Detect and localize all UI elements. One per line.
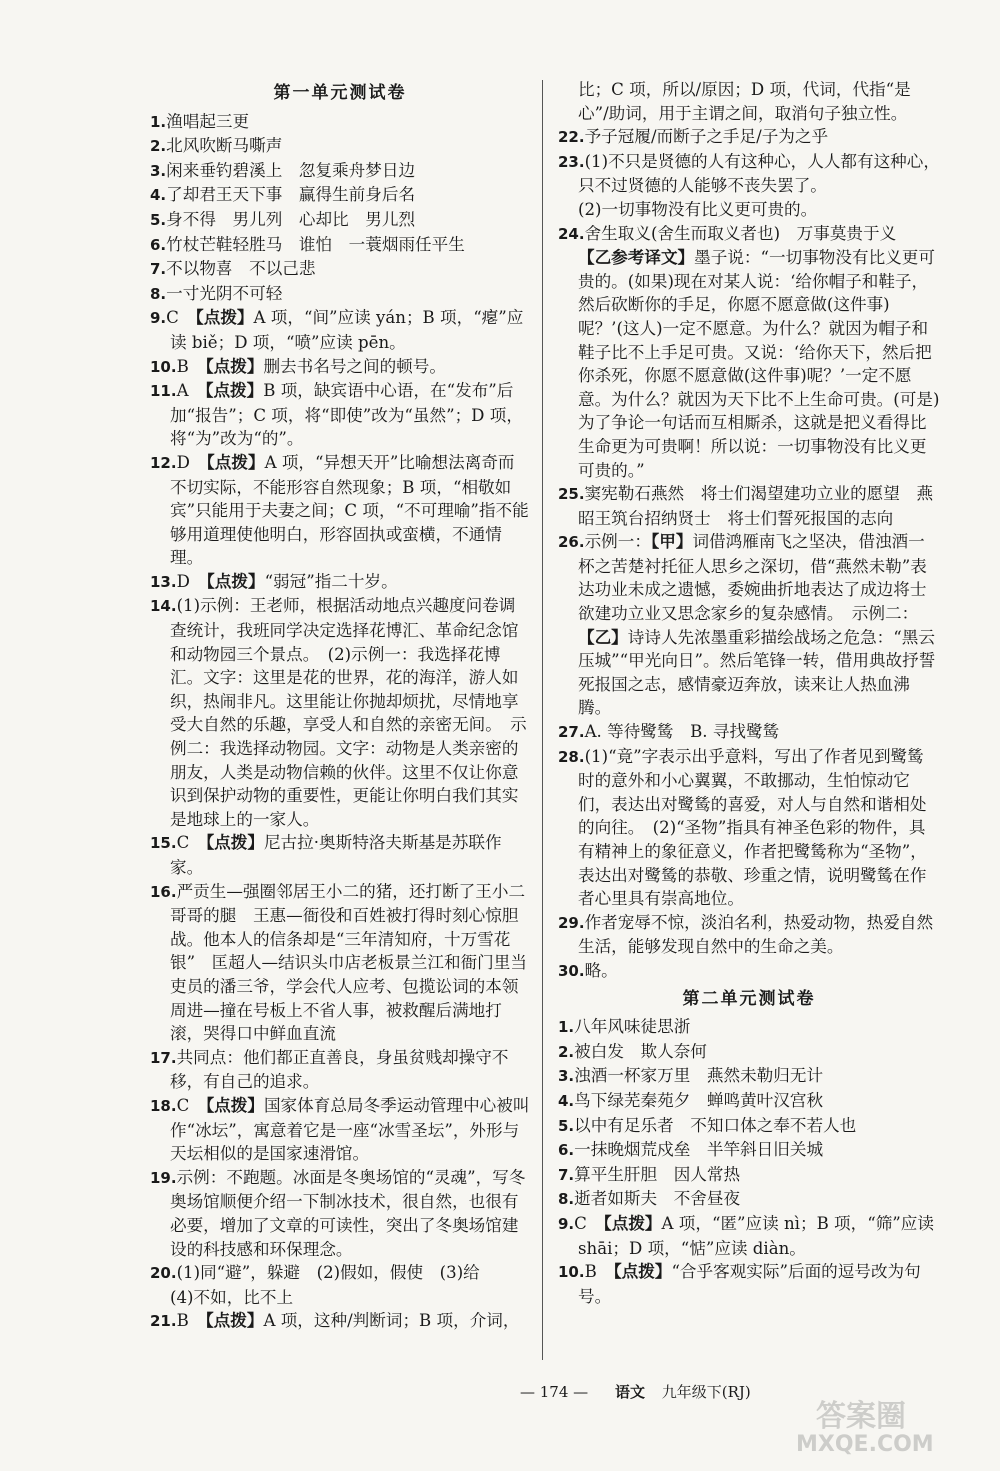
answer-number: 11. bbox=[150, 382, 177, 401]
answer-number: 4. bbox=[150, 186, 167, 205]
answer-continuation: (4)不如，比不上 bbox=[170, 1287, 294, 1307]
answer-number: 10. bbox=[150, 357, 177, 376]
answer-text: 一抹晚烟荒戍垒 半竿斜日旧关城 bbox=[574, 1140, 824, 1160]
answer-number: 2. bbox=[150, 137, 167, 156]
answer-number: 15. bbox=[150, 834, 177, 853]
hint-tag: 【点拨】 bbox=[205, 833, 264, 853]
grade-label: 九年级下(RJ) bbox=[661, 1383, 751, 1401]
answer-continuation: (2)一切事物没有比义更可贵的。 bbox=[578, 199, 818, 219]
answer-number: 29. bbox=[558, 913, 585, 932]
answer-item bbox=[150, 306, 530, 354]
answer-text: 示例：不跑题。冰面是冬奥场馆的“灵魂”，写冬奥场馆顺便介绍一下制冰技术，很自然，也很有必要，增加了文章的可读性，突出了冬奥场馆建设的科技感和环保理念。 bbox=[170, 1167, 526, 1259]
answer-number: 27. bbox=[558, 723, 585, 742]
hint-tag: 【乙】 bbox=[578, 627, 628, 647]
answer-item bbox=[150, 233, 530, 258]
answer-item bbox=[150, 208, 530, 233]
hint-tag: 【点拨】 bbox=[205, 1311, 264, 1331]
answer-text: D 【点拨】A 项，“异想天开”比喻想法离奇而不切实际，不能形容自然现象；B 项，“相敬如宾”只能用于夫妻之间；C 项，“不可理喻”指不能够用道理使他明白，形容固执或蛮横，不通情理。 bbox=[170, 452, 529, 568]
answer-continuation: 【乙参考译文】墨子说：“一切事物没有比义更可贵的。(如果)现在对某人说：‘给你帽子和鞋子，然后砍断你的手足，你愿不愿意做(这件事)呢？’(这人)一定不愿意。为什么？就因为帽子和鞋子比不上手足可贵。又说：‘给你天下，然后把你杀死，你愿不愿意做(这件事)呢？’一定不愿意。为什么？就因为天下比不上生命可贵。(可是)为了争论一句话而互相厮杀，这就是把义看得比生命更为可贵啊！所以说：一切事物没有比义更可贵的。” bbox=[578, 248, 940, 480]
answer-number: 4. bbox=[558, 1091, 575, 1110]
answer-item bbox=[150, 282, 530, 307]
answer-text: 作者宠辱不惊，淡泊名利，热爱动物，热爱自然生活，能够发现自然中的生命之美。 bbox=[578, 912, 934, 957]
answer-text: (1)不只是贤德的人有这种心，人人都有这种心，只不过贤德的人能够不丧失罢了。 bbox=[578, 151, 940, 196]
answer-item bbox=[150, 880, 536, 1046]
answer-text: 不以物喜 不以己悲 bbox=[166, 259, 316, 279]
answer-text: 被白发 欺人奈何 bbox=[574, 1041, 707, 1061]
answer-item bbox=[150, 183, 530, 208]
answer-number: 12. bbox=[150, 453, 177, 472]
answer-text: C 【点拨】A 项，“间”应读 yán；B 项，“瘪”应读 biě；D 项，“喷”应读 pēn。 bbox=[166, 308, 524, 352]
answer-item bbox=[150, 1046, 530, 1094]
answer-text: (1)同“避”，躲避 (2)假如，假使 (3)给 bbox=[176, 1263, 480, 1283]
answer-number: 14. bbox=[150, 597, 177, 616]
answer-number: 19. bbox=[150, 1168, 177, 1187]
answer-text: B 【点拨】“合乎客观实际”后面的逗号改为句号。 bbox=[578, 1262, 921, 1306]
answer-text: 算平生肝胆 因人常热 bbox=[574, 1164, 741, 1184]
answer-item bbox=[558, 530, 940, 720]
answer-item bbox=[150, 379, 530, 451]
answer-item bbox=[150, 1261, 530, 1286]
answer-number: 8. bbox=[150, 284, 167, 303]
answer-number: 6. bbox=[150, 235, 167, 254]
answer-text: B 【点拨】A 项，这种/判断词；B 项，介词， bbox=[176, 1311, 520, 1331]
answer-item bbox=[558, 1064, 940, 1089]
answer-number: 7. bbox=[558, 1165, 575, 1184]
hint-tag: 【点拨】 bbox=[205, 356, 264, 376]
answer-number: 16. bbox=[150, 882, 177, 901]
right-column bbox=[558, 78, 940, 1308]
answer-text: B 【点拨】删去书名号之间的顿号。 bbox=[176, 356, 446, 376]
answer-text: (1)“竟”字表示出乎意料，写出了作者见到鹭鸶时的意外和小心翼翼，不敢挪动，生怕惊动它们，表达出对鹭鸶的喜爱，对人与自然和谐相处的向往。 (2)“圣物”指具有神圣色彩的物件，具有精神上的象征意义，作者把鹭鸶称为“圣物”，表达出对鹭鸶的恭敬、珍重之情，说明鹭鸶在作者心里具有崇高地位。 bbox=[578, 746, 927, 909]
answer-number: 3. bbox=[558, 1067, 575, 1086]
answer-number: 20. bbox=[150, 1264, 177, 1283]
answer-number: 25. bbox=[558, 485, 585, 504]
page-footer bbox=[520, 1381, 751, 1402]
answer-text: 以中有足乐者 不知口体之奉不若人也 bbox=[574, 1115, 857, 1135]
answer-item bbox=[558, 1163, 940, 1188]
answer-item bbox=[558, 1212, 940, 1260]
section-heading: 第二单元测试卷 bbox=[682, 988, 816, 1009]
answer-text: 舍生取义(舍生而取义者也) 万事莫贵于义 bbox=[584, 223, 897, 243]
hint-tag: 【点拨】 bbox=[205, 381, 264, 401]
answer-number: 5. bbox=[558, 1116, 575, 1135]
answer-text: 了却君王天下事 赢得生前身后名 bbox=[166, 185, 416, 205]
answer-text: (1)示例：王老师，根据活动地点兴趣度问卷调查统计，我班同学决定选择花博汇、革命纪念馆和动物园三个景点。 (2)示例一：我选择花博汇。文字：这里是花的世界，花的海洋，游人如织，热闹非凡。这里能让你抛却烦扰，尽情地享受大自然的乐趣，享受人和自然的亲密无间。 示例二：我选择动物园。文字：动物是人类亲密的朋友，人类是动物信赖的伙伴。这里不仅让你意识到保护动物的重要性，更能让你明白我们其实是地球上的一家人。 bbox=[170, 596, 527, 829]
answer-number: 24. bbox=[558, 224, 585, 243]
answer-number: 22. bbox=[558, 128, 585, 147]
answer-item bbox=[558, 150, 940, 198]
hint-tag: 【点拨】 bbox=[205, 1095, 264, 1115]
answer-text: 共同点：他们都正直善良，身虽贫贱却操守不移，有自己的追求。 bbox=[170, 1047, 509, 1092]
answer-text: A. 等待鹭鸶 B. 寻找鹭鸶 bbox=[584, 722, 780, 742]
answer-text: 严贡生—强圈邻居王小二的猪，还打断了王小二哥哥的腿 王惠—衙役和百姓被打得时刻心惊胆战。他本人的信条却是“三年清知府，十万雪花银” 匡超人—结识头巾店老板景兰江和衙门里当吏员的潘三爷，学会代人应考、包揽讼词的本领 周进—撞在号板上不省人事，被救醒后满地打滚，哭得口中鲜血直流 bbox=[170, 881, 536, 1044]
answer-item bbox=[558, 1187, 940, 1212]
answer-number: 9. bbox=[150, 309, 167, 328]
answer-text: 闲来垂钓碧溪上 忽复乘舟梦日边 bbox=[166, 160, 416, 180]
answer-item bbox=[150, 570, 530, 595]
answer-item bbox=[558, 1114, 940, 1139]
answer-number: 8. bbox=[558, 1190, 575, 1209]
answer-text: D 【点拨】“弱冠”指二十岁。 bbox=[176, 571, 398, 591]
answer-item bbox=[150, 159, 530, 184]
hint-tag: 【点拨】 bbox=[603, 1213, 662, 1233]
hint-tag: 【乙参考译文】 bbox=[578, 248, 695, 268]
answer-number: 2. bbox=[558, 1042, 575, 1061]
answer-text: C 【点拨】国家体育总局冬季运动管理中心被叫作“冰坛”，寓意着它是一座“冰雪圣坛”，外形与天坛相似的是国家速滑馆。 bbox=[170, 1095, 530, 1164]
answer-item bbox=[558, 1015, 940, 1040]
answer-text: 渔唱起三更 bbox=[166, 111, 250, 131]
answer-item bbox=[558, 1260, 940, 1308]
answer-number: 5. bbox=[150, 210, 167, 229]
answer-text: A 【点拨】B 项，缺宾语中心语，在“发布”后加“报告”；C 项，将“即使”改为“虽然”；D 项，将“为”改为“的”。 bbox=[170, 381, 523, 449]
answer-number: 28. bbox=[558, 747, 585, 766]
answer-number: 30. bbox=[558, 961, 585, 980]
answer-item bbox=[150, 831, 530, 879]
answer-item bbox=[150, 1309, 530, 1334]
answer-item bbox=[150, 134, 530, 159]
answer-text: 竹杖芒鞋轻胜马 谁怕 一蓑烟雨任平生 bbox=[166, 234, 465, 254]
answer-item bbox=[150, 355, 530, 380]
answer-number: 13. bbox=[150, 572, 177, 591]
watermark-logo bbox=[796, 1397, 966, 1457]
answer-item bbox=[558, 222, 940, 247]
answer-number: 23. bbox=[558, 152, 585, 171]
answer-text: 北风吹断马嘶声 bbox=[166, 136, 283, 156]
answer-item bbox=[150, 451, 530, 570]
answer-text: 窦宪勒石燕然 将士们渴望建功立业的愿望 燕昭王筑台招纳贤士 将士们誓死报国的志向 bbox=[578, 484, 934, 528]
answer-text: 略。 bbox=[584, 960, 618, 980]
page-number: — 174 — bbox=[520, 1383, 589, 1401]
answer-text: 逝者如斯夫 不舍昼夜 bbox=[574, 1189, 741, 1209]
answer-number: 26. bbox=[558, 533, 585, 552]
answer-item bbox=[558, 125, 940, 150]
hint-tag: 【点拨】 bbox=[195, 308, 254, 328]
watermark-bottom-text: MXQE.COM bbox=[796, 1432, 934, 1457]
answer-item bbox=[150, 1094, 530, 1166]
answer-item bbox=[558, 959, 940, 984]
answer-number: 21. bbox=[150, 1312, 177, 1331]
answer-item bbox=[558, 745, 940, 911]
section-heading: 第一单元测试卷 bbox=[273, 83, 407, 103]
answer-item bbox=[558, 482, 940, 530]
answer-item bbox=[558, 911, 940, 959]
answer-number: 1. bbox=[558, 1018, 575, 1037]
answer-text: 予子冠履/而断子之手足/子为之乎 bbox=[584, 127, 829, 147]
answer-text: 八年风味徒思浙 bbox=[574, 1017, 691, 1037]
hint-tag: 【点拨】 bbox=[206, 571, 265, 591]
answer-item bbox=[150, 110, 530, 135]
answer-text: 身不得 男儿列 心却比 男儿烈 bbox=[166, 209, 416, 229]
answer-text: 鸟下绿芜秦苑夕 蝉鸣黄叶汉宫秋 bbox=[574, 1090, 824, 1110]
answer-item bbox=[558, 1040, 940, 1065]
subject-label: 语文 bbox=[614, 1383, 645, 1401]
hint-tag: 【点拨】 bbox=[613, 1262, 672, 1282]
answer-item bbox=[558, 1089, 940, 1114]
answer-item bbox=[558, 720, 940, 745]
answer-item bbox=[150, 594, 530, 831]
answer-item bbox=[150, 1166, 530, 1261]
hint-tag: 【点拨】 bbox=[206, 452, 265, 472]
answer-number: 17. bbox=[150, 1048, 177, 1067]
hint-tag: 【甲】 bbox=[650, 532, 693, 552]
answer-number: 10. bbox=[558, 1263, 585, 1282]
answer-text: C 【点拨】A 项，“匿”应读 nì；B 项，“筛”应读 shāi；D 项，“惦”应读 diàn。 bbox=[574, 1213, 934, 1258]
left-column bbox=[150, 78, 536, 1334]
answer-item bbox=[558, 1138, 940, 1163]
answer-number: 6. bbox=[558, 1141, 575, 1160]
answer-item bbox=[150, 257, 530, 282]
column-divider bbox=[542, 80, 543, 1360]
answer-number: 7. bbox=[150, 260, 167, 279]
answer-number: 9. bbox=[558, 1214, 575, 1233]
answer-number: 18. bbox=[150, 1096, 177, 1115]
answer-text: 示例一：【甲】词借鸿雁南飞之坚决，借浊酒一杯之苦楚衬托征人思乡之深切，借“燕然未勒”表达功业未成之遗憾，委婉曲折地表达了成边将士欲建功立业又思念家乡的复杂感情。 示例二：【乙】诗诗人先浓墨重彩描绘战场之危急：“黑云压城”“甲光向日”。然后笔锋一转，借用典故抒誓死报国之志，感情豪迈奔放，读来让人热血沸腾。 bbox=[578, 532, 936, 718]
answer-number: 3. bbox=[150, 161, 167, 180]
answer-text: C 【点拨】尼古拉·奥斯特洛夫斯基是苏联作家。 bbox=[170, 833, 502, 877]
watermark-top-text: 答案圈 bbox=[816, 1399, 906, 1434]
answer-text: 一寸光阴不可轻 bbox=[166, 283, 283, 303]
answer-number: 1. bbox=[150, 112, 167, 131]
answer-continuation: 比；C 项，所以/原因；D 项，代词，代指“是心”/助词，用于主谓之间，取消句子独立性。 bbox=[578, 80, 911, 123]
answer-text: 浊酒一杯家万里 燕然未勒归无计 bbox=[574, 1066, 824, 1086]
